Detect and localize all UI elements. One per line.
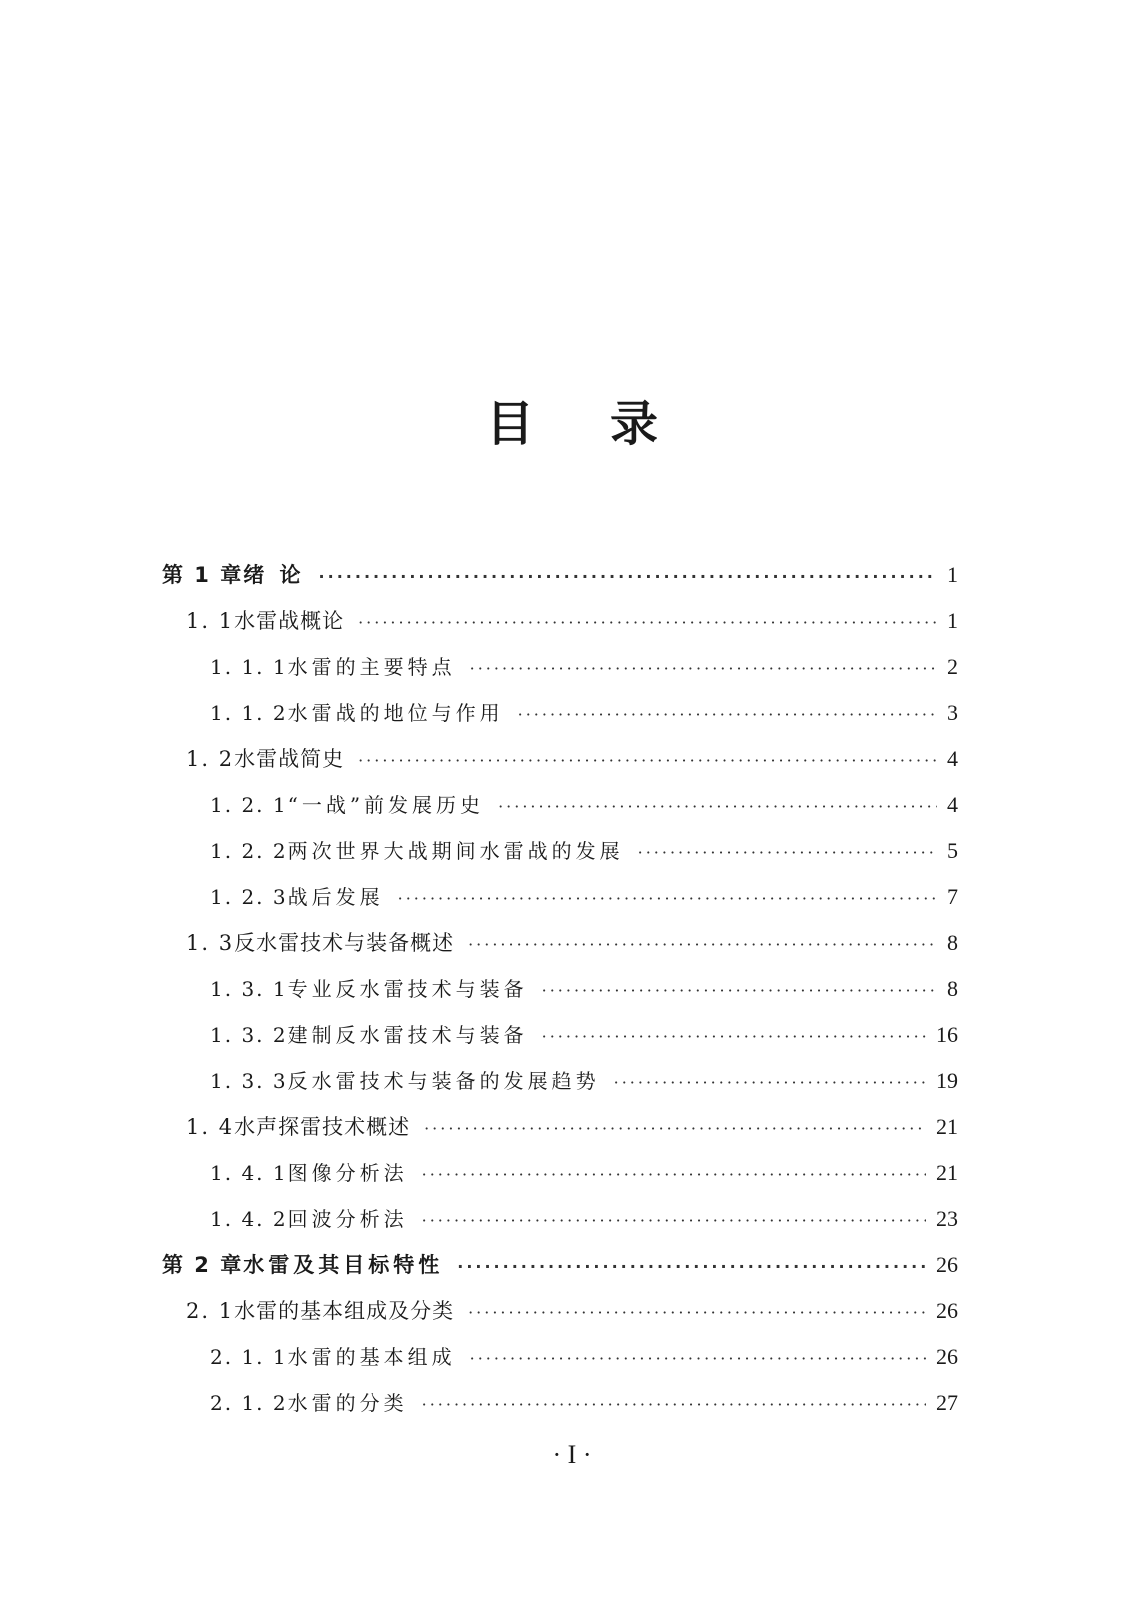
toc-title: 建制反水雷技术与装备 — [287, 1023, 528, 1047]
toc-number: 第 1 章 — [162, 563, 244, 587]
toc-title: 回波分析法 — [287, 1207, 408, 1231]
toc-subsection-entry[interactable] — [162, 1058, 958, 1104]
page-title — [0, 392, 1144, 456]
toc-chapter-entry[interactable] — [162, 1242, 958, 1288]
toc-subsection-entry[interactable] — [162, 644, 958, 690]
toc-leader-dots — [518, 692, 937, 738]
toc-page-number: 26 — [936, 1344, 958, 1369]
toc-leader-dots — [398, 876, 937, 922]
toc-leader-dots — [638, 830, 937, 876]
toc-leader-dots — [468, 922, 937, 968]
toc-title: 专业反水雷技术与装备 — [287, 977, 528, 1001]
toc-number: 1. 2. 3 — [210, 885, 288, 909]
toc-title: 水雷战简史 — [234, 747, 345, 771]
toc-leader-dots — [424, 1106, 926, 1152]
toc-section-entry[interactable] — [162, 598, 958, 644]
toc-number: 1. 2 — [186, 747, 235, 771]
toc-page-number: 4 — [947, 792, 958, 817]
toc-page-number: 5 — [947, 838, 958, 863]
toc-subsection-entry[interactable] — [162, 1380, 958, 1426]
toc-page-number: 16 — [936, 1022, 958, 1047]
toc-title: 水雷的基本组成及分类 — [234, 1299, 455, 1323]
toc-subsection-entry[interactable] — [162, 874, 958, 920]
toc-leader-dots — [468, 1290, 926, 1336]
toc-page-number: 3 — [947, 700, 958, 725]
toc-subsection-entry[interactable] — [162, 1334, 958, 1380]
toc-title: 反水雷技术与装备概述 — [234, 931, 455, 955]
toc-subsection-entry[interactable] — [162, 1150, 958, 1196]
table-of-contents — [162, 552, 958, 1426]
toc-number: 2. 1. 1 — [210, 1345, 288, 1369]
toc-leader-dots — [457, 1244, 926, 1290]
toc-number: 1. 2. 1 — [210, 793, 288, 817]
toc-number: 1. 2. 2 — [210, 839, 288, 863]
toc-title: 水雷的分类 — [287, 1391, 408, 1415]
toc-number: 1. 1. 1 — [210, 655, 288, 679]
toc-number: 2. 1 — [186, 1299, 235, 1323]
toc-number: 1. 3 — [186, 931, 235, 955]
toc-page-number: 26 — [936, 1252, 958, 1277]
toc-subsection-entry[interactable] — [162, 782, 958, 828]
toc-number: 1. 3. 2 — [210, 1023, 288, 1047]
toc-chapter-entry[interactable] — [162, 552, 958, 598]
toc-number: 1. 3. 1 — [210, 977, 288, 1001]
toc-title: 水声探雷技术概述 — [234, 1115, 411, 1139]
toc-subsection-entry[interactable] — [162, 966, 958, 1012]
toc-number: 1. 4. 2 — [210, 1207, 288, 1231]
toc-section-entry[interactable] — [162, 736, 958, 782]
toc-section-entry[interactable] — [162, 920, 958, 966]
toc-leader-dots — [542, 968, 937, 1014]
toc-subsection-entry[interactable] — [162, 828, 958, 874]
toc-page-number: 8 — [947, 976, 958, 1001]
toc-section-entry[interactable] — [162, 1104, 958, 1150]
toc-title: 绪 论 — [243, 563, 305, 587]
toc-title: 水雷及其目标特性 — [243, 1253, 444, 1277]
toc-number: 1. 3. 3 — [210, 1069, 288, 1093]
toc-title: “一战”前发展历史 — [287, 793, 485, 817]
toc-number: 1. 1 — [186, 609, 235, 633]
toc-number: 1. 4 — [186, 1115, 235, 1139]
toc-page-number: 8 — [947, 930, 958, 955]
toc-leader-dots — [470, 1336, 926, 1382]
toc-title: 水雷战的地位与作用 — [287, 701, 504, 725]
toc-subsection-entry[interactable] — [162, 690, 958, 736]
toc-number: 2. 1. 2 — [210, 1391, 288, 1415]
toc-number: 1. 1. 2 — [210, 701, 288, 725]
toc-page-number: 2 — [947, 654, 958, 679]
toc-leader-dots — [422, 1382, 926, 1428]
toc-title: 反水雷技术与装备的发展趋势 — [287, 1069, 600, 1093]
toc-leader-dots — [614, 1060, 926, 1106]
toc-page-number: 23 — [936, 1206, 958, 1231]
toc-leader-dots — [319, 554, 937, 600]
page-title-char: 录 — [610, 396, 659, 453]
toc-subsection-entry[interactable] — [162, 1196, 958, 1242]
toc-title: 水雷的基本组成 — [287, 1345, 456, 1369]
toc-title: 水雷的主要特点 — [287, 655, 456, 679]
page-folio: · I · — [552, 1440, 592, 1469]
toc-page-number: 7 — [947, 884, 958, 909]
toc-leader-dots — [358, 738, 937, 784]
toc-leader-dots — [422, 1152, 926, 1198]
toc-page-number: 27 — [936, 1390, 958, 1415]
toc-title: 图像分析法 — [287, 1161, 408, 1185]
toc-page-number: 19 — [936, 1068, 958, 1093]
toc-leader-dots — [422, 1198, 926, 1244]
page-title-char: 目 — [485, 396, 534, 453]
toc-leader-dots — [470, 646, 937, 692]
toc-leader-dots — [542, 1014, 926, 1060]
toc-subsection-entry[interactable] — [162, 1012, 958, 1058]
toc-title: 两次世界大战期间水雷战的发展 — [287, 839, 624, 863]
toc-page-number: 21 — [936, 1114, 958, 1139]
toc-page-number: 26 — [936, 1298, 958, 1323]
toc-title: 水雷战概论 — [234, 609, 345, 633]
toc-page-number: 21 — [936, 1160, 958, 1185]
toc-title: 战后发展 — [287, 885, 384, 909]
toc-leader-dots — [498, 784, 937, 830]
toc-section-entry[interactable] — [162, 1288, 958, 1334]
toc-number: 第 2 章 — [162, 1253, 244, 1277]
toc-number: 1. 4. 1 — [210, 1161, 288, 1185]
toc-leader-dots — [358, 600, 937, 646]
toc-page-number: 1 — [947, 608, 958, 633]
toc-page-number: 1 — [947, 562, 958, 587]
toc-page-number: 4 — [947, 746, 958, 771]
